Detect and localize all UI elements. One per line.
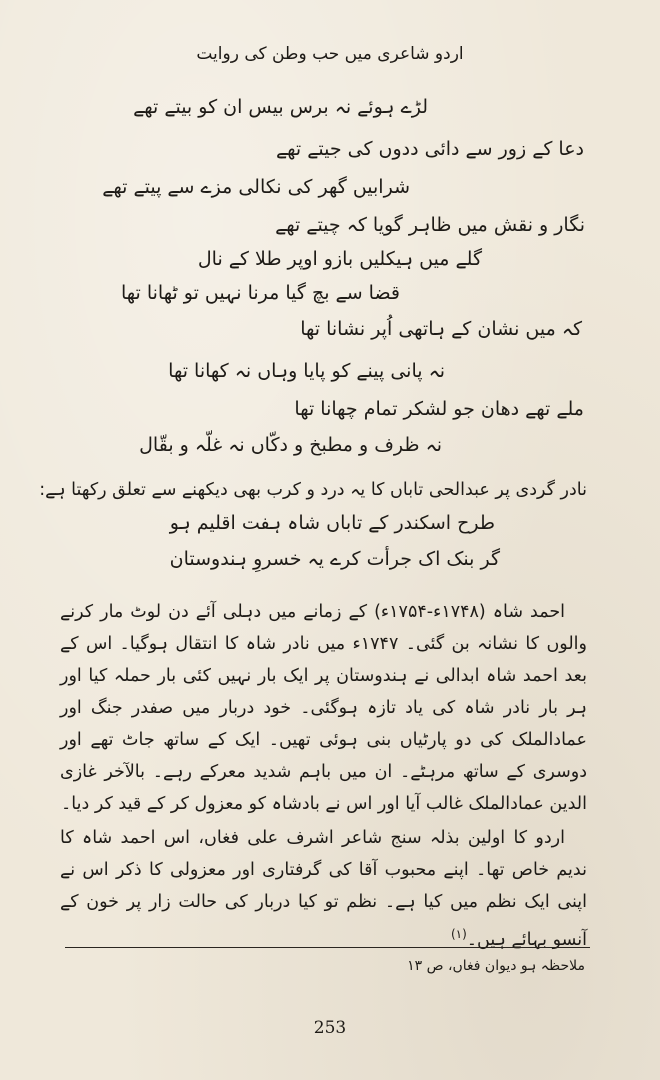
paragraph-2 [60, 822, 587, 956]
couplet-line-1: طرح اسکندر کے تاباں شاہ ہفت اقلیم ہو [169, 512, 495, 534]
footnote-divider [65, 947, 590, 948]
footnote-reference[interactable]: (۱) [450, 927, 467, 941]
verse-line-6: قضا سے بچ گیا مرنا نہیں تو ٹھانا تھا [120, 282, 400, 304]
verse-line-7: کہ میں نشان کے ہاتھی اُپر نشانا تھا [300, 318, 582, 340]
verse-line-5: گلے میں ہیکلیں بازو اوپر طلا کے نال [197, 248, 482, 270]
paragraph-1: احمد شاہ (۱۷۴۸ء-۱۷۵۴ء) کے زمانے میں دہلی آئے دن لوٹ مار کرنے والوں کا نشانہ بن گئی۔ ۱۷۴۷ء میں نادر شاہ کا انتقال ہوگیا۔ اس کے بعد احمد شاہ ابدالی نے ہندوستان پر ایک بار نہیں کئی بار حملہ کیا اور ہر بار نادر شاہ کی یاد تازہ ہوگئی۔ خود دربار میں صفدر جنگ اور عمادالملک کی دو پارٹیاں بنی ہوئی تھیں۔ ایک کے ساتھ جاٹ تھے اور دوسری کے ساتھ مرہٹے۔ ان میں باہم شدید معرکے رہے۔ بالآخر غازی الدین عمادالملک غالب آیا اور اس نے بادشاہ کو معزول کر کے قید کر دیا۔ [60, 602, 587, 814]
verse-line-10: نہ ظرف و مطبخ و دکّاں نہ غلّہ و بقّال [139, 434, 442, 456]
paragraph-2-text: اردو کا اولین بذلہ سنج شاعر اشرف علی فغاں، اس احمد شاہ کا ندیم خاص تھا۔ اپنے محبوب آقا کی گرفتاری اور معزولی کا ذکر اس نے اپنی ایک نظم میں کیا ہے۔ نظم تو کیا دربار کی حالت زار پر خون کے آنسو بہائے ہیں۔ [60, 828, 587, 950]
verse-line-8: نہ پانی پینے کو پایا وہاں نہ کھانا تھا [168, 360, 445, 382]
verse-line-2: دعا کے زور سے دائی ددوں کی جیتے تھے [276, 138, 584, 160]
intro-line: نادر گردی پر عبدالحی تاباں کا یہ درد و کرب بھی دیکھنے سے تعلق رکھتا ہے: [39, 480, 587, 500]
couplet-line-2: گر بنک اک جرأت کرے یہ خسروِ ہندوستان [169, 548, 500, 570]
verse-line-1: لڑے ہوئے نہ برس بیس ان کو بیتے تھے [133, 96, 428, 118]
verse-line-4: نگار و نقش میں ظاہر گویا کہ چیتے تھے [275, 214, 585, 236]
running-header: اردو شاعری میں حب وطن کی روایت [196, 44, 464, 64]
page-number: 253 [313, 1018, 347, 1038]
verse-line-9: ملے تھے دھان جو لشکر تمام چھانا تھا [294, 398, 584, 420]
verse-line-3: شرابیں گھر کی نکالی مزے سے پیتے تھے [102, 176, 410, 198]
footnote: ملاحظہ ہو دیوان فغاں، ص ۱۳ [407, 958, 585, 974]
